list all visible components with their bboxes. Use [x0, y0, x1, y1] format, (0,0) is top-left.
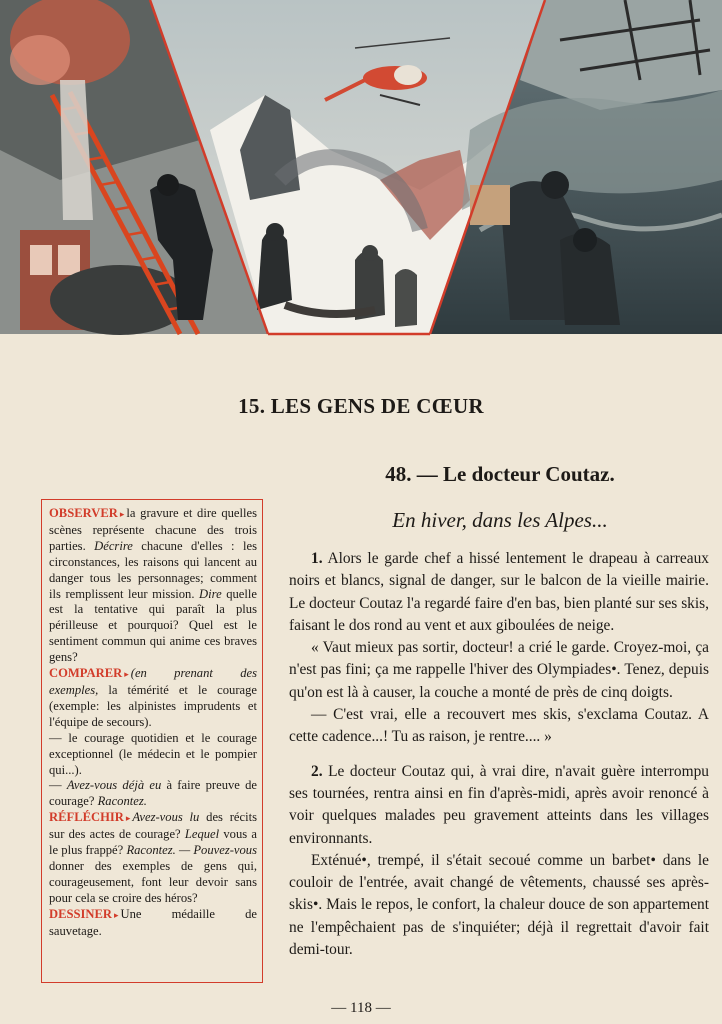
reflechir-text: Lequel — [184, 827, 220, 842]
reflechir-text: Racontez. — Pouvez-vous — [126, 843, 257, 858]
comparer-text: à faire preuve de courage? — [49, 778, 257, 809]
observer-verb: Dire — [199, 586, 222, 601]
reflechir-keyword: RÉFLÉCHIR — [49, 810, 124, 825]
reading-text — [289, 548, 709, 961]
reflechir-text: vous a le plus frappé? — [49, 827, 257, 858]
observer-verb: Décrire — [94, 538, 133, 553]
triangle-icon: ▸ — [114, 909, 119, 920]
lesson-title: 48. — Le docteur Coutaz. — [385, 462, 615, 486]
dessiner-text: Une médaille de sauvetage. — [49, 906, 257, 938]
page-number: — 118 — — [331, 1000, 391, 1016]
comparer-text: — — [49, 778, 67, 793]
paragraph-5: Exténué•, trempé, il s'était secoué comme un barbet• dans le couloir de l'entrée, avait changé de vêtements, chaussé ses après-skis•. Mais le repos, le confort, la chaleur douce de son appartement ne l'empêchaient pas de s'inquiéter; déjà il regrettait d'avoir fait demi-tour. — [289, 851, 709, 959]
triangle-icon: ▸ — [125, 813, 131, 824]
paragraph-1 — [289, 548, 709, 637]
dessiner-keyword: DESSINER — [49, 906, 112, 921]
paragraph-number: 2. — [311, 762, 323, 780]
comparer-text: la témérité et le courage (exemple: les alpinistes imprudents et l'équipe de secours). — [49, 682, 257, 729]
observer-keyword: OBSERVER — [49, 506, 118, 520]
comparer-section — [49, 666, 257, 731]
observer-text: chacune d'elles : les circonstances, les raisons qui lancent au danger tous les personnages; comment ils remplissent leur mission. — [49, 538, 257, 601]
comparer-keyword: COMPARER — [49, 666, 123, 681]
exercise-box — [41, 499, 263, 983]
observer-section — [49, 506, 257, 666]
paragraph-4 — [289, 761, 709, 850]
paragraph-number: 1. — [311, 550, 323, 567]
reflechir-text: donner des exemples de gens qui, courageusement, font leur devoir sans pour cela se croire des héros? — [49, 858, 257, 905]
reflechir-section — [49, 810, 257, 906]
triangle-icon: ▸ — [124, 669, 129, 680]
comparer-text: (en prenant des exemples, — [49, 666, 257, 697]
paragraph-text: Le docteur Coutaz qui, à vrai dire, n'avait guère interrompu ses tournées, rentra ainsi en fin d'après-midi, après avoir renoncé à voir quelques malades peu gravement atteints dans les villages environnants. — [289, 762, 709, 847]
comparer-text: Racontez. — [97, 794, 147, 809]
chapter-title: 15. LES GENS DE CŒUR — [238, 394, 484, 418]
observer-text: quelle est la tentative qui paraît la plus périlleuse et pourquoi? Quel est le sentiment commun qui anime ces braves gens? — [49, 586, 257, 665]
comparer-question — [49, 778, 257, 810]
dessiner-section — [49, 907, 257, 940]
reflechir-text: des récits sur des actes de courage? — [49, 810, 257, 842]
reflechir-text: Avez-vous lu — [132, 810, 200, 825]
paragraph-3: — C'est vrai, elle a recouvert mes skis, s'exclama Coutaz. A cette cadence...! Tu as raison, je rentre.... » — [289, 706, 709, 746]
lesson-subtitle: En hiver, dans les Alpes... — [392, 508, 608, 532]
comparer-item — [49, 731, 257, 779]
observer-text: la gravure et dire quelles scènes représente chacune des trois parties. — [49, 506, 257, 553]
comparer-text: Avez-vous déjà eu — [66, 778, 162, 793]
chapter-illustration — [0, 0, 722, 340]
paragraph-2: « Vaut mieux pas sortir, docteur! a crié le garde. Croyez-moi, ça n'est pas fini; ça me rappelle l'hiver des Olympiades•. Tenez, depuis qu'on est là à causer, la couche a monté de près de cinq doigts. — [289, 639, 709, 701]
paragraph-text: Alors le garde chef a hissé lentement le drapeau à carreaux noirs et blancs, signal de danger, sur le balcon de la vieille mairie. Le docteur Coutaz l'a regardé faire d'en bas, bien planté sur ses skis, faisant le dos rond au vent et aux giboulées de neige. — [289, 550, 709, 634]
triangle-icon: ▸ — [119, 509, 125, 519]
comparer-text: — le courage quotidien et le courage exceptionnel (le médecin et le pompier qui...). — [49, 730, 257, 777]
